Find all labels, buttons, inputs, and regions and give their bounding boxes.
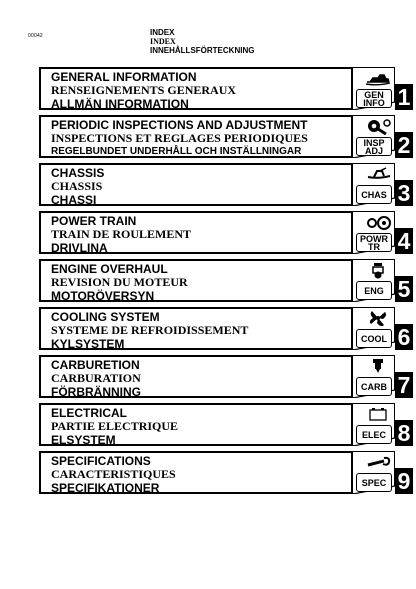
section-abbr-line1: INSP	[363, 137, 385, 148]
section-abbreviation	[356, 329, 392, 348]
ski-icon	[364, 165, 392, 183]
section-number: 6	[395, 324, 413, 350]
section-abbr-line1: SPEC	[361, 477, 387, 488]
section-title-sv: REGELBUNDET UNDERHÅLL OCH INSTÄLLNINGAR	[51, 146, 302, 157]
section-titles	[51, 358, 141, 399]
section-titles	[51, 118, 308, 159]
section-title-fr: REVISION DU MOTEUR	[51, 275, 188, 289]
section-number: 1	[395, 84, 413, 110]
section-titles	[51, 406, 178, 447]
section-title-sv: CHASSI	[51, 193, 97, 207]
section-abbr-line1: POWR	[360, 233, 388, 244]
section-abbr-line2: ADJ	[364, 145, 383, 156]
section-abbr-line1: ELEC	[361, 429, 386, 440]
section-number: 4	[395, 228, 413, 254]
pulley-icon	[364, 213, 392, 231]
wrench-gear-icon	[364, 117, 392, 135]
section-row[interactable]	[39, 307, 414, 354]
section-title-sv: SPECIFIKATIONER	[51, 481, 160, 495]
section-abbreviation	[356, 377, 392, 396]
section-row[interactable]	[39, 211, 414, 258]
section-title-box[interactable]	[39, 259, 353, 302]
section-title-box[interactable]	[39, 211, 353, 254]
carburetor-icon	[364, 357, 392, 375]
section-abbr-line1: CARB	[361, 381, 387, 392]
section-title-box[interactable]	[39, 307, 353, 350]
section-number: 3	[395, 180, 413, 206]
section-number: 5	[395, 276, 413, 302]
section-title-en: CARBURETION	[51, 358, 140, 372]
snowmobile-icon	[364, 69, 392, 87]
section-title-sv: KYLSYSTEM	[51, 337, 125, 351]
section-abbreviation	[356, 473, 392, 492]
section-abbr-line1: ENG	[364, 285, 384, 296]
section-title-en: SPECIFICATIONS	[51, 454, 151, 468]
document-code: 00042	[28, 33, 43, 39]
section-titles	[51, 262, 188, 303]
section-title-sv: FÖRBRÄNNING	[51, 385, 141, 399]
section-titles	[51, 166, 104, 207]
section-title-fr: SYSTEME DE REFROIDISSEMENT	[51, 323, 249, 337]
section-abbr-line2: INFO	[363, 97, 385, 108]
engine-icon	[364, 261, 392, 279]
battery-icon	[364, 405, 392, 423]
section-titles	[51, 454, 176, 495]
section-title-sv: MOTORÖVERSYN	[51, 289, 155, 303]
section-abbreviation	[356, 281, 392, 300]
section-row[interactable]	[39, 451, 414, 498]
section-row[interactable]	[39, 115, 414, 162]
section-row[interactable]	[39, 67, 414, 114]
section-title-box[interactable]	[39, 115, 353, 158]
section-title-fr: PARTIE ELECTRIQUE	[51, 419, 179, 433]
section-title-en: ELECTRICAL	[51, 406, 127, 420]
index-header	[150, 28, 254, 55]
section-title-fr: CARBURATION	[51, 371, 141, 385]
section-abbreviation	[356, 89, 392, 108]
section-abbreviation	[356, 185, 392, 204]
section-title-box[interactable]	[39, 67, 353, 110]
wrench-icon	[364, 453, 392, 471]
section-number: 7	[395, 372, 413, 398]
section-title-fr: CHASSIS	[51, 179, 103, 193]
section-abbr-line1: COOL	[361, 333, 387, 344]
section-title-box[interactable]	[39, 451, 353, 494]
section-title-en: PERIODIC INSPECTIONS AND ADJUSTMENT	[51, 118, 308, 132]
section-title-box[interactable]	[39, 163, 353, 206]
section-title-sv: ALLMÄN INFORMATION	[51, 97, 189, 111]
section-abbreviation	[356, 425, 392, 444]
section-number: 2	[395, 132, 413, 158]
section-title-fr: RENSEIGNEMENTS GENERAUX	[51, 83, 237, 97]
index-title-en: INDEX	[150, 28, 175, 37]
section-title-fr: CARACTERISTIQUES	[51, 467, 176, 481]
section-abbreviation	[356, 233, 392, 252]
section-row[interactable]	[39, 355, 414, 402]
section-row[interactable]	[39, 403, 414, 450]
section-title-en: GENERAL INFORMATION	[51, 70, 197, 84]
fan-icon	[364, 309, 392, 327]
section-title-fr: INSPECTIONS ET REGLAGES PERIODIQUES	[51, 131, 308, 145]
section-title-en: POWER TRAIN	[51, 214, 137, 228]
index-title-fr: INDEX	[150, 37, 176, 46]
section-titles	[51, 310, 248, 351]
section-number: 9	[395, 468, 413, 494]
section-row[interactable]	[39, 163, 414, 210]
section-title-en: COOLING SYSTEM	[51, 310, 160, 324]
section-abbreviation	[356, 137, 392, 156]
section-abbr-line2: TR	[368, 241, 380, 252]
section-abbr-line1: GEN	[364, 89, 384, 100]
section-title-sv: DRIVLINA	[51, 241, 108, 255]
section-title-box[interactable]	[39, 355, 353, 398]
section-titles	[51, 70, 236, 111]
section-title-sv: ELSYSTEM	[51, 433, 116, 447]
section-abbr-line1: CHAS	[361, 189, 387, 200]
section-row[interactable]	[39, 259, 414, 306]
section-title-en: ENGINE OVERHAUL	[51, 262, 168, 276]
section-number: 8	[395, 420, 413, 446]
index-title-sv: INNEHÅLLSFÖRTECKNING	[150, 46, 255, 55]
section-title-fr: TRAIN DE ROULEMENT	[51, 227, 192, 241]
section-title-en: CHASSIS	[51, 166, 105, 180]
section-titles	[51, 214, 191, 255]
section-title-box[interactable]	[39, 403, 353, 446]
